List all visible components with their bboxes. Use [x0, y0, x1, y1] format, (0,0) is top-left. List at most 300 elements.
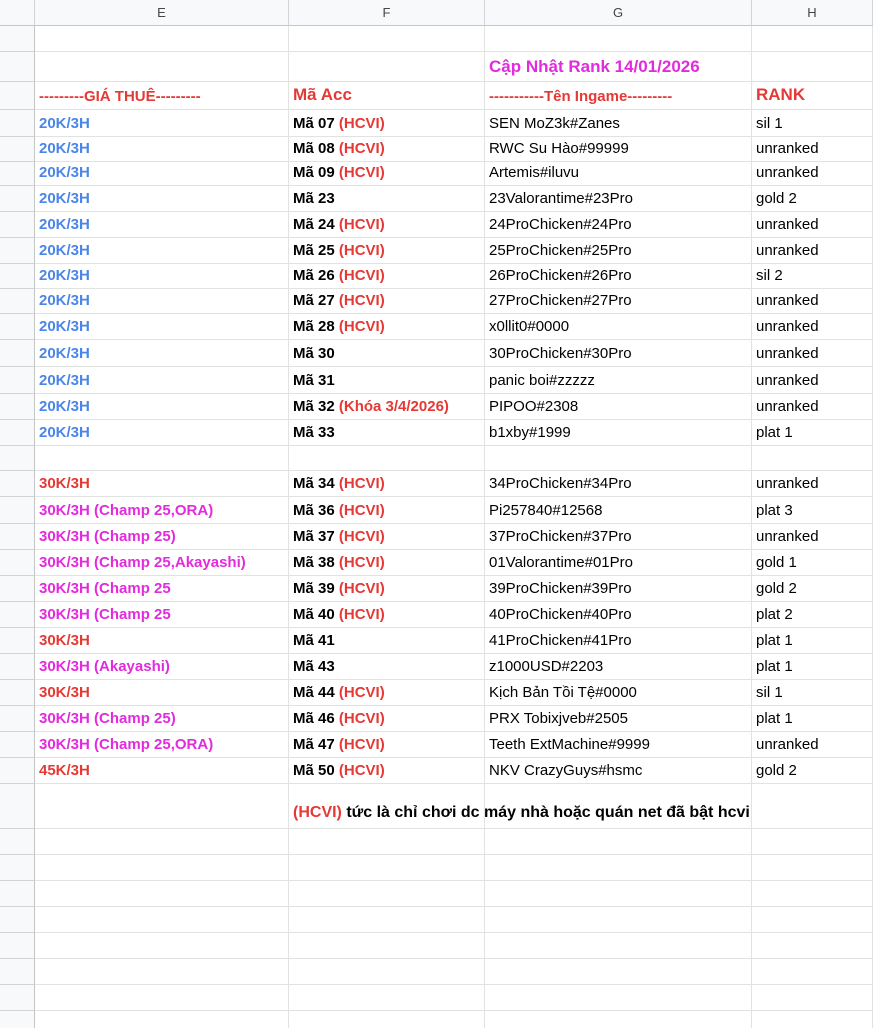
- cell[interactable]: [485, 985, 752, 1011]
- cell[interactable]: [485, 52, 752, 82]
- cell[interactable]: [752, 340, 873, 367]
- rank-value: unranked: [756, 164, 819, 181]
- price-label: 20K/3H: [39, 398, 90, 415]
- rank-value: gold 2: [756, 190, 797, 207]
- cell[interactable]: [752, 550, 873, 576]
- cell[interactable]: [289, 524, 485, 550]
- cell[interactable]: [35, 52, 289, 82]
- account-code: Mã 41: [293, 632, 335, 649]
- ingame-name: Artemis#iluvu: [489, 164, 580, 181]
- cell[interactable]: [752, 289, 873, 314]
- rank-update-title: Cập Nhật Rank 14/01/2026: [489, 57, 700, 76]
- cell[interactable]: [752, 576, 873, 602]
- ingame-name: RWC Su Hào#99999: [489, 140, 629, 157]
- cell[interactable]: [752, 238, 873, 264]
- row-number[interactable]: [0, 933, 35, 959]
- cell[interactable]: [485, 264, 752, 289]
- cell[interactable]: [35, 907, 289, 933]
- cell[interactable]: [752, 985, 873, 1011]
- row-number[interactable]: [0, 784, 35, 829]
- rank-value: plat 1: [756, 632, 793, 649]
- cell[interactable]: [289, 732, 485, 758]
- cell[interactable]: [289, 394, 485, 420]
- ingame-name: 25ProChicken#25Pro: [489, 242, 632, 259]
- ingame-name: x0llit0#0000: [489, 318, 570, 335]
- account-tag: (HCVI): [338, 736, 385, 753]
- account-code: Mã 30: [293, 345, 335, 362]
- price-label: 20K/3H: [39, 424, 90, 441]
- ingame-name: 39ProChicken#39Pro: [489, 580, 632, 597]
- account-tag: (HCVI): [338, 140, 385, 157]
- cell[interactable]: [752, 706, 873, 732]
- cell[interactable]: [485, 855, 752, 881]
- row-number[interactable]: [0, 82, 35, 110]
- cell[interactable]: [35, 628, 289, 654]
- cell[interactable]: [289, 289, 485, 314]
- row-number[interactable]: [0, 855, 35, 881]
- cell[interactable]: [35, 394, 289, 420]
- cell[interactable]: [485, 1011, 752, 1028]
- row-number[interactable]: [0, 758, 35, 784]
- rank-value: unranked: [756, 242, 819, 259]
- ingame-name: Kịch Bản Tồi Tệ#0000: [489, 684, 637, 701]
- row-number[interactable]: [0, 907, 35, 933]
- ingame-name: 40ProChicken#40Pro: [489, 606, 632, 623]
- cell[interactable]: [289, 1011, 485, 1028]
- cell[interactable]: [35, 497, 289, 524]
- row-number[interactable]: [0, 628, 35, 654]
- cell[interactable]: [289, 314, 485, 340]
- cell[interactable]: [35, 110, 289, 137]
- row-number[interactable]: [0, 576, 35, 602]
- column-header-g[interactable]: G: [485, 0, 752, 26]
- ingame-name: 30ProChicken#30Pro: [489, 345, 632, 362]
- cell[interactable]: [752, 680, 873, 706]
- rank-value: unranked: [756, 318, 819, 335]
- cell[interactable]: [289, 576, 485, 602]
- account-code: Mã 32: [293, 398, 335, 415]
- cell[interactable]: [35, 680, 289, 706]
- cell[interactable]: [289, 628, 485, 654]
- rank-value: unranked: [756, 475, 819, 492]
- cell[interactable]: [289, 680, 485, 706]
- cell[interactable]: [752, 933, 873, 959]
- hcvi-note: [293, 804, 750, 822]
- price-label: 20K/3H: [39, 292, 90, 309]
- cell[interactable]: [35, 471, 289, 497]
- cell[interactable]: [485, 314, 752, 340]
- cell[interactable]: [485, 82, 752, 110]
- cell[interactable]: [485, 26, 752, 52]
- cell[interactable]: [485, 680, 752, 706]
- row-number[interactable]: [0, 1011, 35, 1028]
- row-number[interactable]: [0, 186, 35, 212]
- cell[interactable]: [35, 186, 289, 212]
- note-tag: (HCVI): [293, 804, 342, 821]
- row-number[interactable]: [0, 881, 35, 907]
- cell[interactable]: [35, 238, 289, 264]
- rank-value: sil 2: [756, 267, 783, 284]
- price-label: 20K/3H: [39, 190, 90, 207]
- ingame-name: z1000USD#2203: [489, 658, 604, 675]
- cell[interactable]: [485, 758, 752, 784]
- ingame-name: PIPOO#2308: [489, 398, 579, 415]
- cell[interactable]: [35, 367, 289, 394]
- rank-value: gold 1: [756, 554, 797, 571]
- cell[interactable]: [35, 784, 289, 829]
- cell[interactable]: [485, 110, 752, 137]
- cell[interactable]: [485, 367, 752, 394]
- row-number[interactable]: [0, 52, 35, 82]
- cell[interactable]: [752, 212, 873, 238]
- cell[interactable]: [752, 82, 873, 110]
- ingame-name: 24ProChicken#24Pro: [489, 216, 632, 233]
- cell[interactable]: [485, 654, 752, 680]
- account-tag: (HCVI): [338, 710, 385, 727]
- cell[interactable]: [752, 959, 873, 985]
- cell[interactable]: [289, 855, 485, 881]
- cell[interactable]: [35, 758, 289, 784]
- cell[interactable]: [35, 340, 289, 367]
- account-code: Mã 39: [293, 580, 335, 597]
- rank-value: gold 2: [756, 580, 797, 597]
- rank-value: plat 3: [756, 502, 793, 519]
- rank-value: sil 1: [756, 684, 783, 701]
- cell[interactable]: [752, 829, 873, 855]
- cell[interactable]: [752, 394, 873, 420]
- cell[interactable]: [752, 110, 873, 137]
- ingame-name: 23Valorantime#23Pro: [489, 190, 633, 207]
- account-tag: (HCVI): [338, 475, 385, 492]
- cell[interactable]: [289, 264, 485, 289]
- price-label: 30K/3H: [39, 632, 90, 649]
- cell[interactable]: [289, 881, 485, 907]
- rank-value: plat 2: [756, 606, 793, 623]
- row-number[interactable]: [0, 680, 35, 706]
- cell[interactable]: [35, 420, 289, 446]
- cell[interactable]: [752, 654, 873, 680]
- cell[interactable]: [485, 732, 752, 758]
- cell[interactable]: [752, 446, 873, 471]
- account-code: Mã 44: [293, 684, 335, 701]
- cell[interactable]: [485, 497, 752, 524]
- cell[interactable]: [289, 340, 485, 367]
- price-label: 20K/3H: [39, 242, 90, 259]
- cell[interactable]: [485, 394, 752, 420]
- price-label: 20K/3H: [39, 372, 90, 389]
- cell[interactable]: [289, 52, 485, 82]
- row-number[interactable]: [0, 367, 35, 394]
- cell[interactable]: [752, 1011, 873, 1028]
- rank-value: unranked: [756, 292, 819, 309]
- ingame-name: Teeth ExtMachine#9999: [489, 736, 650, 753]
- row-number[interactable]: [0, 289, 35, 314]
- row-number[interactable]: [0, 446, 35, 471]
- cell[interactable]: [752, 602, 873, 628]
- cell[interactable]: [752, 855, 873, 881]
- account-tag: (HCVI): [338, 292, 385, 309]
- cell[interactable]: [35, 933, 289, 959]
- row-number[interactable]: [0, 524, 35, 550]
- cell[interactable]: [485, 137, 752, 162]
- cell[interactable]: [485, 829, 752, 855]
- cell[interactable]: [289, 110, 485, 137]
- cell[interactable]: [485, 550, 752, 576]
- account-code: Mã 37: [293, 528, 335, 545]
- cell[interactable]: [485, 628, 752, 654]
- cell[interactable]: [752, 471, 873, 497]
- rank-value: unranked: [756, 140, 819, 157]
- cell[interactable]: [35, 829, 289, 855]
- row-number[interactable]: [0, 829, 35, 855]
- rank-value: plat 1: [756, 658, 793, 675]
- cell[interactable]: [485, 186, 752, 212]
- cell[interactable]: [289, 238, 485, 264]
- account-tag: (HCVI): [338, 554, 385, 571]
- cell[interactable]: [485, 602, 752, 628]
- account-code: Mã 31: [293, 372, 335, 389]
- price-label: 30K/3H (Champ 25: [39, 606, 171, 623]
- account-tag: (HCVI): [338, 242, 385, 259]
- cell[interactable]: [752, 137, 873, 162]
- cell[interactable]: [485, 212, 752, 238]
- select-all-corner[interactable]: [0, 0, 35, 26]
- cell[interactable]: [35, 524, 289, 550]
- header-rank: RANK: [756, 85, 806, 104]
- cell[interactable]: [485, 471, 752, 497]
- cell[interactable]: [752, 52, 873, 82]
- cell[interactable]: [289, 186, 485, 212]
- ingame-name: NKV CrazyGuys#hsmc: [489, 762, 643, 779]
- row-number[interactable]: [0, 26, 35, 52]
- price-label: 20K/3H: [39, 267, 90, 284]
- ingame-name: SEN MoZ3k#Zanes: [489, 115, 620, 132]
- cell[interactable]: [289, 550, 485, 576]
- row-number[interactable]: [0, 394, 35, 420]
- ingame-name: 01Valorantime#01Pro: [489, 554, 633, 571]
- cell[interactable]: [289, 654, 485, 680]
- cell[interactable]: [35, 881, 289, 907]
- cell[interactable]: [752, 732, 873, 758]
- row-number[interactable]: [0, 314, 35, 340]
- row-number[interactable]: [0, 264, 35, 289]
- rank-value: unranked: [756, 345, 819, 362]
- cell[interactable]: [485, 446, 752, 471]
- cell[interactable]: [752, 907, 873, 933]
- cell[interactable]: [752, 524, 873, 550]
- row-number[interactable]: [0, 732, 35, 758]
- cell[interactable]: [752, 758, 873, 784]
- cell[interactable]: [485, 576, 752, 602]
- account-code: Mã 27: [293, 292, 335, 309]
- cell[interactable]: [35, 212, 289, 238]
- cell[interactable]: [289, 959, 485, 985]
- row-number[interactable]: [0, 110, 35, 137]
- account-code: Mã 25: [293, 242, 335, 259]
- cell[interactable]: [35, 137, 289, 162]
- ingame-name: 27ProChicken#27Pro: [489, 292, 632, 309]
- cell[interactable]: [485, 340, 752, 367]
- cell[interactable]: [35, 1011, 289, 1028]
- cell[interactable]: [289, 367, 485, 394]
- account-tag: (HCVI): [338, 502, 385, 519]
- rank-value: unranked: [756, 216, 819, 233]
- cell[interactable]: [289, 162, 485, 186]
- price-label: 20K/3H: [39, 140, 90, 157]
- row-number[interactable]: [0, 654, 35, 680]
- row-number[interactable]: [0, 162, 35, 186]
- cell[interactable]: [752, 162, 873, 186]
- cell[interactable]: [289, 26, 485, 52]
- cell[interactable]: [485, 238, 752, 264]
- row-number[interactable]: [0, 238, 35, 264]
- rank-value: plat 1: [756, 424, 793, 441]
- cell[interactable]: [752, 628, 873, 654]
- price-label: 30K/3H (Champ 25,ORA): [39, 502, 214, 519]
- row-number[interactable]: [0, 497, 35, 524]
- account-code: Mã 46: [293, 710, 335, 727]
- cell[interactable]: [752, 264, 873, 289]
- price-label: 30K/3H (Champ 25: [39, 580, 171, 597]
- row-number[interactable]: [0, 985, 35, 1011]
- row-number[interactable]: [0, 550, 35, 576]
- cell[interactable]: [289, 602, 485, 628]
- rank-value: unranked: [756, 372, 819, 389]
- cell[interactable]: [35, 576, 289, 602]
- price-label: 20K/3H: [39, 216, 90, 233]
- cell[interactable]: [485, 907, 752, 933]
- cell[interactable]: [485, 706, 752, 732]
- row-number[interactable]: [0, 959, 35, 985]
- cell[interactable]: [35, 654, 289, 680]
- account-tag: (HCVI): [338, 318, 385, 335]
- price-label: 20K/3H: [39, 115, 90, 132]
- account-tag: (HCVI): [338, 216, 385, 233]
- account-code: Mã 23: [293, 190, 335, 207]
- row-number[interactable]: [0, 212, 35, 238]
- row-number[interactable]: [0, 420, 35, 446]
- account-tag: (HCVI): [338, 606, 385, 623]
- cell[interactable]: [752, 186, 873, 212]
- account-code: Mã 47: [293, 736, 335, 753]
- row-number[interactable]: [0, 602, 35, 628]
- header-ingame: -----------Tên Ingame---------: [489, 88, 673, 105]
- cell[interactable]: [289, 420, 485, 446]
- cell[interactable]: [35, 289, 289, 314]
- cell[interactable]: [35, 162, 289, 186]
- account-code: Mã 24: [293, 216, 335, 233]
- cell[interactable]: [35, 26, 289, 52]
- cell[interactable]: [289, 706, 485, 732]
- cell[interactable]: [485, 162, 752, 186]
- cell[interactable]: [35, 82, 289, 110]
- cell[interactable]: [752, 881, 873, 907]
- cell[interactable]: [289, 758, 485, 784]
- ingame-name: b1xby#1999: [489, 424, 571, 441]
- cell[interactable]: [35, 446, 289, 471]
- row-number[interactable]: [0, 137, 35, 162]
- column-header-h[interactable]: H: [752, 0, 873, 26]
- cell[interactable]: [485, 289, 752, 314]
- rank-value: sil 1: [756, 115, 783, 132]
- cell[interactable]: [289, 82, 485, 110]
- cell[interactable]: [35, 959, 289, 985]
- account-code: Mã 50: [293, 762, 335, 779]
- price-label: 45K/3H: [39, 762, 90, 779]
- row-number[interactable]: [0, 471, 35, 497]
- column-header-f[interactable]: F: [289, 0, 485, 26]
- note-text: tức là chỉ chơi dc máy nhà hoặc quán net đã bật hcvi: [341, 804, 750, 821]
- cell[interactable]: [35, 314, 289, 340]
- cell[interactable]: [289, 137, 485, 162]
- cell[interactable]: [752, 26, 873, 52]
- cell[interactable]: [289, 907, 485, 933]
- cell[interactable]: [289, 212, 485, 238]
- ingame-name: 37ProChicken#37Pro: [489, 528, 632, 545]
- cell[interactable]: [752, 367, 873, 394]
- account-code: Mã 36: [293, 502, 335, 519]
- cell[interactable]: [35, 985, 289, 1011]
- account-tag: (HCVI): [338, 580, 385, 597]
- account-tag: (HCVI): [338, 528, 385, 545]
- cell[interactable]: [35, 706, 289, 732]
- cell[interactable]: [35, 732, 289, 758]
- account-code: Mã 43: [293, 658, 335, 675]
- column-header-e[interactable]: E: [35, 0, 289, 26]
- account-code: Mã 34: [293, 475, 335, 492]
- ingame-name: Pi257840#12568: [489, 502, 603, 519]
- rank-value: unranked: [756, 398, 819, 415]
- cell[interactable]: [289, 933, 485, 959]
- cell[interactable]: [35, 264, 289, 289]
- ingame-name: panic boi#zzzzz: [489, 372, 595, 389]
- account-code: Mã 26: [293, 267, 335, 284]
- account-code: Mã 28: [293, 318, 335, 335]
- row-number[interactable]: [0, 706, 35, 732]
- cell[interactable]: [35, 855, 289, 881]
- ingame-name: 26ProChicken#26Pro: [489, 267, 632, 284]
- price-label: 30K/3H (Champ 25,ORA): [39, 736, 214, 753]
- cell[interactable]: [289, 471, 485, 497]
- account-code: Mã 38: [293, 554, 335, 571]
- cell[interactable]: [35, 602, 289, 628]
- cell[interactable]: [752, 497, 873, 524]
- cell[interactable]: [485, 959, 752, 985]
- account-code: Mã 40: [293, 606, 335, 623]
- cell[interactable]: [485, 881, 752, 907]
- price-label: 30K/3H (Champ 25,Akayashi): [39, 554, 246, 571]
- rank-value: unranked: [756, 528, 819, 545]
- cell[interactable]: [289, 985, 485, 1011]
- row-number[interactable]: [0, 340, 35, 367]
- cell[interactable]: [289, 497, 485, 524]
- cell[interactable]: [752, 784, 873, 829]
- cell[interactable]: [752, 420, 873, 446]
- cell[interactable]: [485, 420, 752, 446]
- cell[interactable]: [485, 524, 752, 550]
- price-label: 20K/3H: [39, 345, 90, 362]
- account-tag: (Khóa 3/4/2026): [338, 398, 449, 415]
- account-code: Mã 09: [293, 164, 335, 181]
- cell[interactable]: [289, 829, 485, 855]
- header-acc: Mã Acc: [293, 85, 352, 104]
- account-code: Mã 07: [293, 115, 335, 132]
- cell[interactable]: [752, 314, 873, 340]
- cell[interactable]: [485, 933, 752, 959]
- ingame-name: 41ProChicken#41Pro: [489, 632, 632, 649]
- cell[interactable]: [289, 446, 485, 471]
- cell[interactable]: [35, 550, 289, 576]
